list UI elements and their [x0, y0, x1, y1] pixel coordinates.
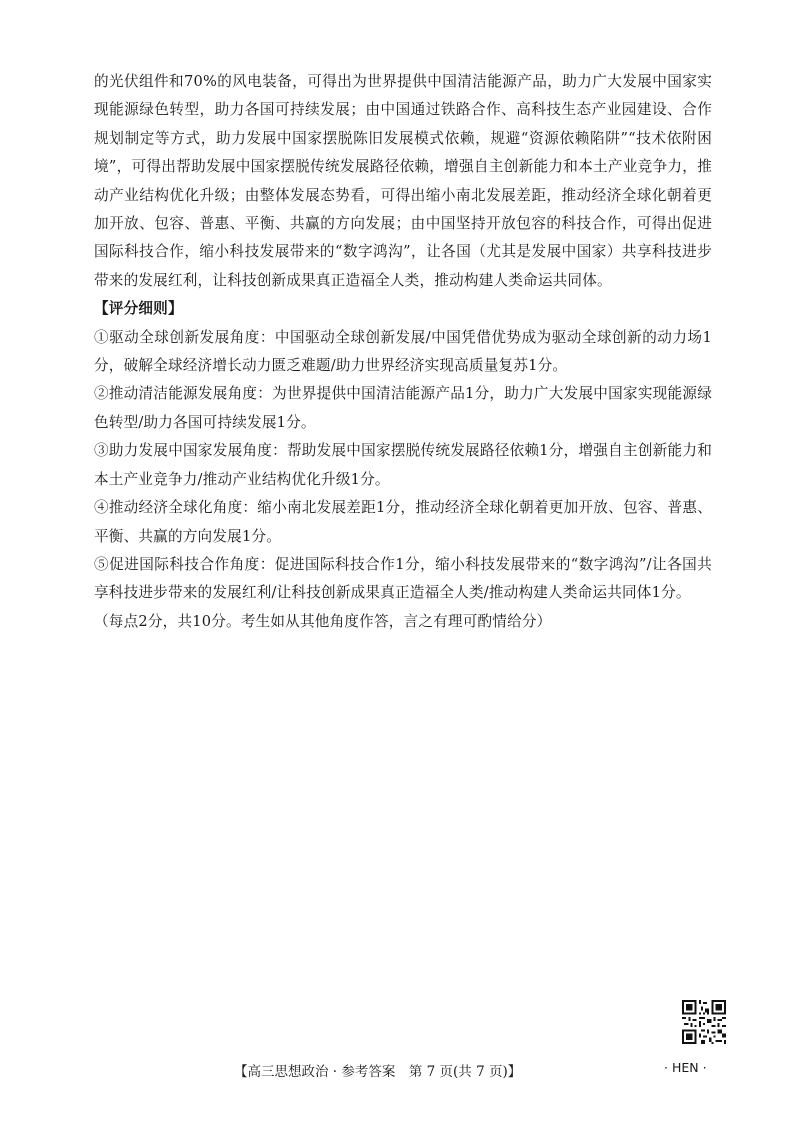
qr-code-icon [682, 1000, 726, 1044]
scoring-item-1: ①驱动全球创新发展角度：中国驱动全球创新发展/中国凭借优势成为驱动全球创新的动力场1分，破解全球经济增长动力匮乏难题/助力世界经济实现高质量复苏1分。 [94, 328, 712, 375]
scoring-item-4: ④推动经济全球化角度：缩小南北发展差距1分，推动经济全球化朝着更加开放、包容、普惠、平衡、共赢的方向发展1分。 [94, 499, 712, 545]
scoring-item-3: ③助力发展中国家发展角度：帮助发展中国家摆脱传统发展路径依赖1分，增强自主创新能力和本土产业竞争力/推动产业结构优化升级1分。 [94, 442, 712, 488]
footer-code: · HEN · [664, 1060, 707, 1075]
scoring-item-5: ⑤促进国际科技合作角度：促进国际科技合作1分，缩小科技发展带来的“数字鸿沟”/让各国共享科技进步带来的发展红利/让科技创新成果真正造福全人类/推动构建人类命运共同体1分。 [94, 555, 712, 602]
answer-content [94, 68, 712, 636]
scoring-heading: 【评分细则】 [94, 300, 183, 318]
footer-page-info: 【高三思想政治 · 参考答案 第 7 页(共 7 页)】 [234, 1064, 522, 1080]
scoring-note: （每点2分，共10分。考生如从其他角度作答，言之有理可酌情给分） [94, 612, 552, 630]
answer-paragraph: 的光伏组件和70%的风电装备，可得出为世界提供中国清洁能源产品，助力广大发展中国家实现能源绿色转型，助力各国可持续发展；由中国通过铁路合作、高科技生态产业园建设、合作规划制定等方式，助力发展中国家摆脱陈旧发展模式依赖，规避“资源依赖陷阱”“技术依附困境”，可得出帮助发展中国家摆脱传统发展路径依赖，增强自主创新能力和本土产业竞争力，推动产业结构优化升级；由整体发展态势看，可得出缩小南北发展差距，推动经济全球化朝着更加开放、包容、普惠、平衡、共赢的方向发展；由中国坚持开放包容的科技合作，可得出促进国际科技合作，缩小科技发展带来的“数字鸿沟”，让各国（尤其是发展中国家）共享科技进步带来的发展红利，让科技创新成果真正造福全人类，推动构建人类命运共同体。 [94, 73, 712, 289]
scoring-item-2: ②推动清洁能源发展角度：为世界提供中国清洁能源产品1分，助力广大发展中国家实现能源绿色转型/助力各国可持续发展1分。 [94, 385, 712, 431]
page-footer [0, 1060, 800, 1084]
